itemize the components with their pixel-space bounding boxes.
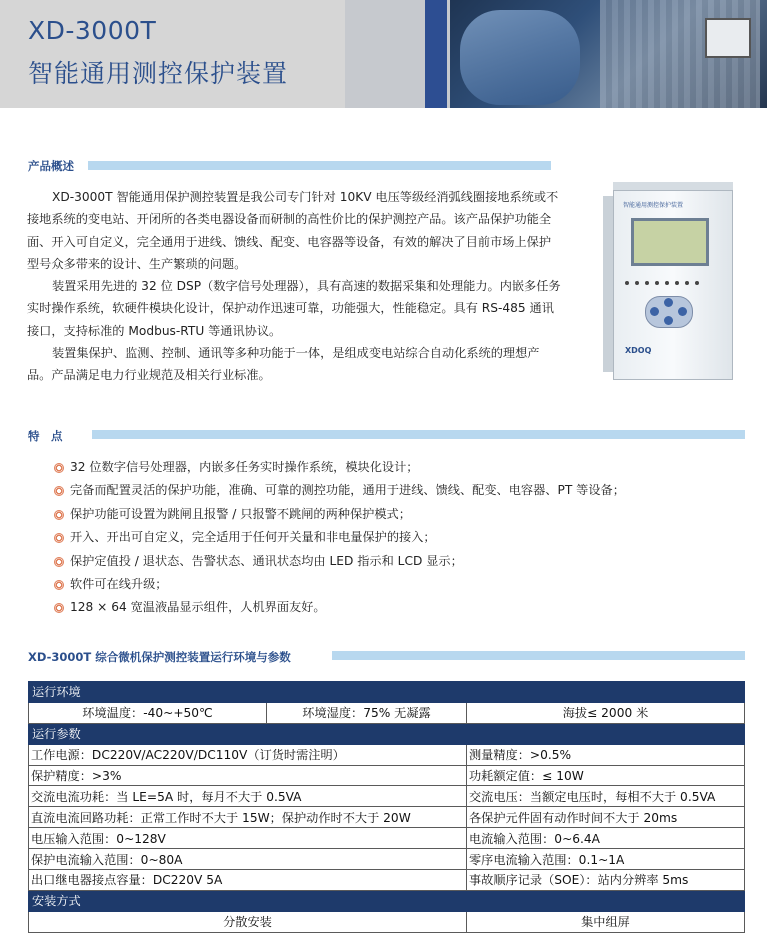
feature-text: 完备而配置灵活的保护功能，准确、可靠的测控功能，通用于进线、馈线、配变、电容器、PT 等设备； — [70, 483, 625, 498]
feature-item — [54, 456, 754, 479]
feature-text: 32 位数字信号处理器，内嵌多任务实时操作系统，模块化设计； — [70, 460, 419, 474]
table-cell: 工作电源：DC220V/AC220V/DC110V（订货时需注明） — [29, 744, 467, 765]
bullet-icon — [54, 580, 64, 590]
bullet-icon — [54, 533, 64, 543]
overview-paragraph: 装置采用先进的 32 位 DSP（数字信号处理器），具有高速的数据采集和处理能力。内嵌多任务实时操作系统，软硬件模块化设计，保护动作迅速可靠，功能强大，性能稳定。具有 RS-485 通讯接口，支持标准的 Modbus-RTU 等通讯协议。 — [27, 279, 561, 338]
table-cell: 保护电流输入范围：0~80A — [29, 849, 467, 870]
photo-arm-shape — [460, 10, 580, 105]
feature-text: 开入、开出可自定义，完全适用于任何开关量和非电量保护的接入； — [70, 530, 436, 545]
key-down-icon — [664, 316, 673, 325]
header-banner — [0, 0, 767, 108]
feature-text: 128 × 64 宽温液晶显示组件，人机界面友好。 — [70, 600, 326, 615]
table-row — [29, 870, 745, 891]
led-icon — [665, 281, 669, 285]
feature-item — [54, 479, 754, 502]
device-keypad — [645, 296, 693, 328]
device-logo: XDOQ — [625, 346, 652, 355]
led-icon — [695, 281, 699, 285]
device-lcd-screen — [631, 218, 709, 266]
led-icon — [645, 281, 649, 285]
features-heading: 特 点 — [28, 429, 63, 443]
table-cell: 环境湿度：75% 无凝露 — [267, 702, 467, 723]
table-row — [29, 702, 745, 723]
table-cell: 测量精度：>0.5% — [467, 744, 745, 765]
table-cell: 保护精度：>3% — [29, 765, 467, 786]
table-section-row — [29, 682, 745, 703]
table-section-row — [29, 723, 745, 744]
table-cell: 交流电流功耗：当 LE=5A 时，每月不大于 0.5VA — [29, 786, 467, 807]
device-photo — [603, 178, 743, 383]
features-list — [54, 456, 754, 620]
table-cell: 出口继电器接点容量：DC220V 5A — [29, 870, 467, 891]
device-led-row — [625, 270, 717, 278]
feature-text: 软件可在线升级； — [70, 577, 168, 592]
led-icon — [625, 281, 629, 285]
header-decor-stripe — [425, 0, 447, 108]
table-cell: 电流输入范围：0~6.4A — [467, 828, 745, 849]
table-cell: 分散安装 — [29, 911, 467, 932]
params-table — [28, 681, 745, 933]
table-row — [29, 911, 745, 932]
install-section-title: 安装方式 — [29, 890, 745, 911]
feature-item — [54, 596, 754, 619]
overview-paragraph: 装置集保护、监测、控制、通讯等多种功能于一体，是组成变电站综合自动化系统的理想产品。产品满足电力行业规范及相关行业标准。 — [27, 346, 540, 383]
table-cell: 事故顺序记录（SOE）：站内分辨率 5ms — [467, 870, 745, 891]
feature-item — [54, 573, 754, 596]
header-photo — [450, 0, 767, 108]
overview-paragraph: XD-3000T 智能通用保护测控装置是我公司专门针对 10KV 电压等级经消弧线圈接地系统或不接地系统的变电站、开闭所的各类电器设备而研制的高性价比的保护测控产品。该产品保护功能全面、开入可自定义，完全通用于进线、馈线、配变、电容器等设备，有效的解决了目前市场上保护型号众多带来的设计、生产繁琐的问题。 — [27, 190, 559, 271]
params-heading-bar — [332, 651, 745, 660]
table-cell: 集中组屏 — [467, 911, 745, 932]
table-row — [29, 807, 745, 828]
photo-meter-shape — [705, 18, 751, 58]
led-icon — [675, 281, 679, 285]
overview-text — [27, 186, 562, 387]
table-row — [29, 765, 745, 786]
table-cell: 海拔≤ 2000 米 — [467, 702, 745, 723]
bullet-icon — [54, 463, 64, 473]
table-cell: 零序电流输入范围：0.1~1A — [467, 849, 745, 870]
table-cell: 各保护元件固有动作时间不大于 20ms — [467, 807, 745, 828]
bullet-icon — [54, 557, 64, 567]
feature-text: 保护定值投 / 退状态、告警状态、通讯状态均由 LED 指示和 LCD 显示； — [70, 553, 463, 568]
params-heading: XD-3000T 综合微机保护测控装置运行环境与参数 — [28, 650, 291, 664]
table-row — [29, 744, 745, 765]
table-cell: 交流电压：当额定电压时，每相不大于 0.5VA — [467, 786, 745, 807]
key-left-icon — [650, 307, 659, 316]
table-cell: 环境温度：-40~+50℃ — [29, 702, 267, 723]
feature-text: 保护功能可设置为跳闸且报警 / 只报警不跳闸的两种保护模式； — [70, 506, 411, 521]
table-row — [29, 786, 745, 807]
table-section-row — [29, 890, 745, 911]
feature-item — [54, 503, 754, 526]
feature-item — [54, 550, 754, 573]
param-section-title: 运行参数 — [29, 723, 745, 744]
table-cell: 功耗额定值：≤ 10W — [467, 765, 745, 786]
bullet-icon — [54, 486, 64, 496]
overview-heading-bar — [88, 161, 551, 170]
product-title: 智能通用测控保护装置 — [28, 59, 289, 88]
table-cell: 电压输入范围：0~128V — [29, 828, 467, 849]
feature-item — [54, 526, 754, 549]
device-panel-title: 智能通用测控保护装置 — [623, 202, 684, 209]
bullet-icon — [54, 510, 64, 520]
led-icon — [685, 281, 689, 285]
key-right-icon — [678, 307, 687, 316]
features-heading-bar — [92, 430, 745, 439]
table-row — [29, 828, 745, 849]
key-up-icon — [664, 298, 673, 307]
table-row — [29, 849, 745, 870]
overview-heading: 产品概述 — [28, 159, 74, 173]
bullet-icon — [54, 603, 64, 613]
led-icon — [655, 281, 659, 285]
device-side — [603, 196, 613, 372]
model-title: XD-3000T — [28, 16, 157, 45]
env-section-title: 运行环境 — [29, 682, 745, 703]
table-cell: 直流电流回路功耗：正常工作时不大于 15W；保护动作时不大于 20W — [29, 807, 467, 828]
led-icon — [635, 281, 639, 285]
